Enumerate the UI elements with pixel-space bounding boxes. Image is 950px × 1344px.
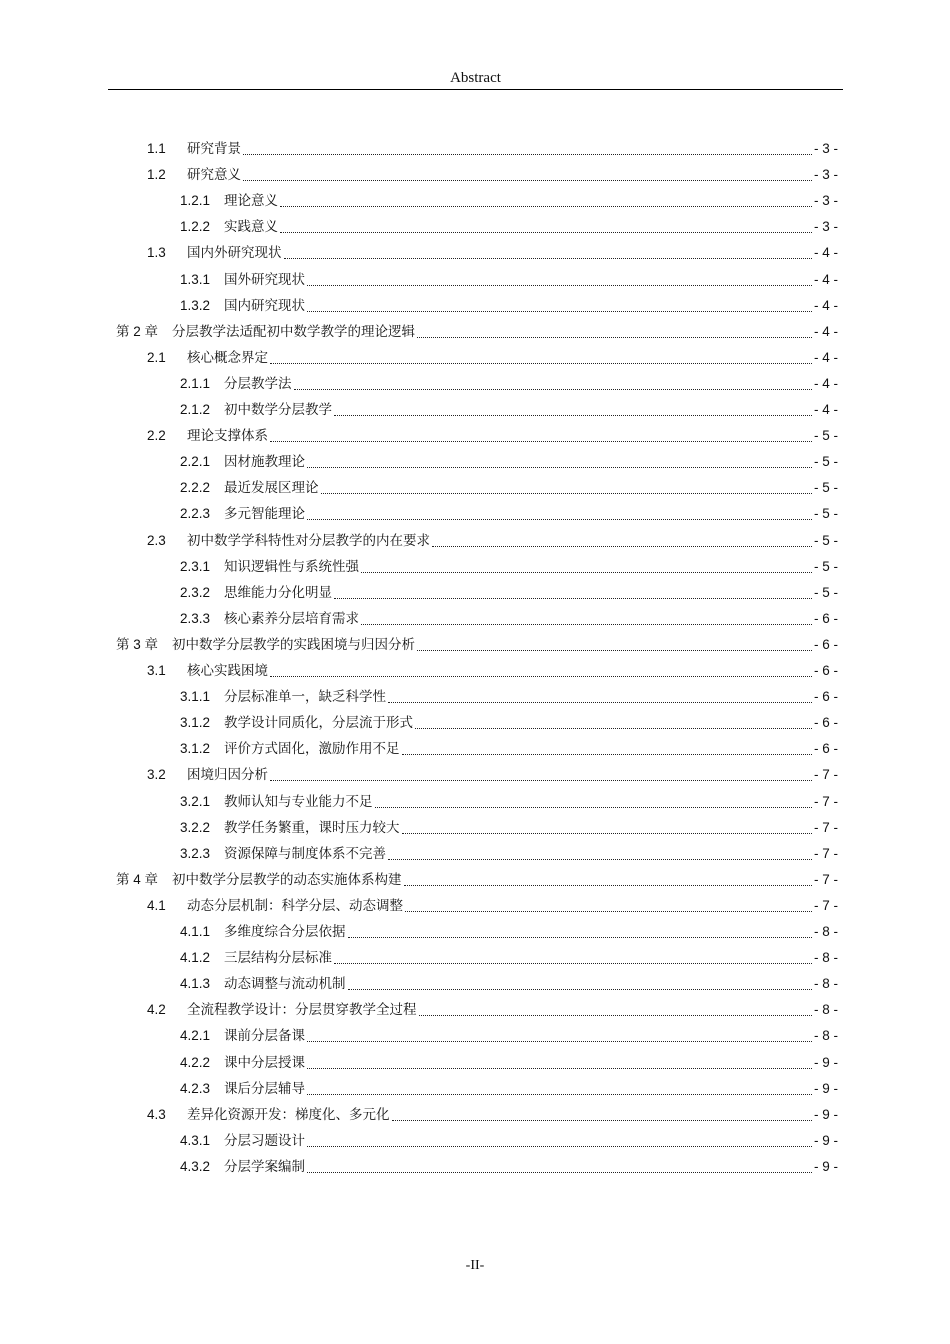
toc-entry-title: 分层标准单一，缺乏科学性 xyxy=(224,689,386,706)
toc-entry-number: 4.2.1 xyxy=(180,1028,211,1044)
toc-entry-page: - 4 - xyxy=(813,271,838,287)
toc-entry[interactable] xyxy=(180,684,838,710)
toc-dot-leader xyxy=(280,188,812,214)
toc-entry-title: 初中数学分层教学的实践困境与归因分析 xyxy=(172,636,415,653)
toc-entry[interactable] xyxy=(180,606,838,632)
toc-entry-number: 1.2 xyxy=(147,167,166,183)
toc-dot-leader xyxy=(243,162,812,188)
toc-entry-page: - 5 - xyxy=(813,532,838,548)
toc-entry-number: 1.2.2 xyxy=(180,219,211,235)
toc-entry-number: 第 2 章 xyxy=(116,323,159,339)
toc-entry[interactable] xyxy=(147,240,838,266)
toc-entry[interactable] xyxy=(147,893,838,919)
toc-entry-title: 思维能力分化明显 xyxy=(224,584,332,601)
toc-entry-page: - 9 - xyxy=(813,1158,838,1174)
toc-entry-number: 3.1.2 xyxy=(180,741,211,757)
toc-entry-page: - 6 - xyxy=(813,636,838,652)
toc-entry-number: 3.1.2 xyxy=(180,715,211,731)
toc-entry[interactable] xyxy=(180,971,838,997)
toc-entry[interactable] xyxy=(180,371,838,397)
toc-entry-number: 2.1.2 xyxy=(180,402,211,417)
toc-entry-page: - 8 - xyxy=(813,1002,838,1018)
toc-entry-number: 2.3.1 xyxy=(180,558,211,574)
toc-entry-title: 教学设计同质化，分层流于形式 xyxy=(224,715,413,732)
toc-entry-number: 2.2.1 xyxy=(180,454,211,470)
toc-entry[interactable] xyxy=(147,162,838,188)
toc-entry-page: - 7 - xyxy=(813,819,838,835)
toc-entry-title: 研究背景 xyxy=(187,141,241,157)
toc-entry-number: 2.1 xyxy=(147,349,166,365)
toc-dot-leader xyxy=(432,528,812,554)
toc-entry[interactable] xyxy=(180,1023,838,1049)
toc-entry-page: - 6 - xyxy=(813,741,838,757)
toc-dot-leader xyxy=(321,475,812,501)
toc-entry[interactable] xyxy=(180,397,838,423)
toc-entry-page: - 3 - xyxy=(813,167,838,183)
toc-entry-number: 4.1.3 xyxy=(180,976,211,992)
toc-entry[interactable] xyxy=(147,423,838,449)
toc-entry-page: - 5 - xyxy=(813,428,838,444)
toc-dot-leader xyxy=(270,658,812,684)
toc-entry-title: 因材施教理论 xyxy=(224,454,305,471)
toc-entry-title: 三层结构分层标准 xyxy=(224,950,332,967)
toc-entry-page: - 9 - xyxy=(813,1132,838,1148)
toc-entry-number: 3.2.3 xyxy=(180,845,211,861)
toc-entry[interactable] xyxy=(180,919,838,945)
toc-dot-leader xyxy=(361,606,812,632)
toc-entry[interactable] xyxy=(147,345,838,371)
toc-dot-leader xyxy=(348,919,812,945)
toc-entry[interactable] xyxy=(180,945,838,971)
toc-entry-page: - 7 - xyxy=(813,871,838,887)
toc-dot-leader xyxy=(419,997,812,1023)
toc-entry[interactable] xyxy=(180,214,838,240)
toc-entry-number: 2.1.1 xyxy=(180,375,211,391)
toc-entry-page: - 4 - xyxy=(813,323,838,339)
toc-entry-page: - 7 - xyxy=(813,793,838,809)
toc-entry-number: 4.1 xyxy=(147,897,166,913)
toc-dot-leader xyxy=(307,1023,812,1049)
toc-entry-number: 1.1 xyxy=(147,141,166,156)
toc-dot-leader xyxy=(402,815,812,841)
toc-dot-leader xyxy=(307,1076,812,1102)
toc-dot-leader xyxy=(307,1050,812,1076)
toc-dot-leader xyxy=(415,710,812,736)
toc-dot-leader xyxy=(334,397,812,423)
header-divider xyxy=(108,89,843,90)
toc-dot-leader xyxy=(388,684,812,710)
toc-entry[interactable] xyxy=(180,789,838,815)
toc-entry-number: 1.2.1 xyxy=(180,193,211,209)
toc-entry-page: - 5 - xyxy=(813,454,838,470)
toc-entry-title: 动态分层机制：科学分层、动态调整 xyxy=(187,897,403,914)
toc-entry[interactable] xyxy=(180,449,838,475)
toc-entry[interactable] xyxy=(180,580,838,606)
toc-dot-leader xyxy=(348,971,812,997)
toc-dot-leader xyxy=(307,1128,812,1154)
toc-dot-leader xyxy=(270,423,812,449)
toc-entry[interactable] xyxy=(180,710,838,736)
toc-dot-leader xyxy=(417,319,812,345)
toc-entry-title: 研究意义 xyxy=(187,167,241,184)
toc-entry-title: 课中分层授课 xyxy=(224,1054,305,1071)
toc-entry-number: 4.3.1 xyxy=(180,1132,211,1148)
toc-entry-title: 国外研究现状 xyxy=(224,271,305,288)
toc-entry-title: 初中数学学科特性对分层教学的内在要求 xyxy=(187,532,430,549)
toc-dot-leader xyxy=(334,580,812,606)
toc-dot-leader xyxy=(404,867,812,893)
toc-dot-leader xyxy=(392,1102,812,1128)
toc-entry-number: 1.3.2 xyxy=(180,297,211,313)
toc-dot-leader xyxy=(270,762,812,788)
toc-entry[interactable] xyxy=(180,554,838,580)
toc-entry-title: 理论意义 xyxy=(224,193,278,210)
toc-entry-number: 3.2.2 xyxy=(180,819,211,835)
toc-entry-title: 动态调整与流动机制 xyxy=(224,976,346,993)
toc-entry-title: 初中数学分层教学的动态实施体系构建 xyxy=(172,871,402,888)
toc-dot-leader xyxy=(307,267,812,293)
toc-entry-page: - 9 - xyxy=(813,1106,838,1122)
toc-entry-title: 评价方式固化，激励作用不足 xyxy=(224,741,400,758)
toc-entry-number: 3.1 xyxy=(147,663,166,678)
toc-dot-leader xyxy=(307,293,812,319)
toc-entry[interactable] xyxy=(147,762,838,788)
toc-dot-leader xyxy=(307,501,812,527)
toc-entry[interactable] xyxy=(180,188,838,214)
toc-entry-number: 2.3.3 xyxy=(180,610,211,626)
toc-entry[interactable] xyxy=(180,267,838,293)
toc-entry-title: 实践意义 xyxy=(224,219,278,236)
toc-entry-page: - 5 - xyxy=(813,506,838,522)
toc-entry[interactable] xyxy=(180,501,838,527)
toc-dot-leader xyxy=(294,371,812,397)
toc-entry-title: 课前分层备课 xyxy=(224,1028,305,1045)
toc-entry-title: 分层学案编制 xyxy=(224,1158,305,1175)
toc-entry-page: - 9 - xyxy=(813,1054,838,1070)
toc-entry-title: 课后分层辅导 xyxy=(224,1080,305,1097)
toc-entry-page: - 5 - xyxy=(813,480,838,496)
toc-entry-number: 2.3.2 xyxy=(180,584,211,600)
toc-entry-title: 分层习题设计 xyxy=(224,1132,305,1149)
toc-entry-number: 1.3.1 xyxy=(180,271,211,287)
toc-dot-leader xyxy=(388,841,812,867)
toc-entry-page: - 7 - xyxy=(813,897,838,913)
toc-entry-page: - 5 - xyxy=(813,558,838,574)
toc-entry-title: 分层教学法适配初中数学教学的理论逻辑 xyxy=(172,323,415,340)
toc-dot-leader xyxy=(284,240,812,266)
toc-entry-number: 第 4 章 xyxy=(116,871,159,887)
toc-entry-number: 2.2 xyxy=(147,428,166,444)
toc-entry-title: 全流程教学设计：分层贯穿教学全过程 xyxy=(187,1002,417,1019)
toc-entry-number: 4.1.1 xyxy=(180,924,211,939)
toc-dot-leader xyxy=(402,736,812,762)
toc-entry-number: 4.3 xyxy=(147,1106,166,1122)
toc-entry-title: 核心素养分层培育需求 xyxy=(224,610,359,627)
toc-entry-page: - 3 - xyxy=(813,193,838,209)
toc-dot-leader xyxy=(361,554,812,580)
toc-entry-number: 2.3 xyxy=(147,532,166,548)
toc-entry-page: - 4 - xyxy=(813,375,838,391)
toc-entry-number: 3.2.1 xyxy=(180,793,211,809)
toc-entry-title: 国内研究现状 xyxy=(224,297,305,314)
toc-entry-number: 4.1.2 xyxy=(180,950,211,966)
toc-entry[interactable] xyxy=(147,136,838,162)
toc-entry-title: 国内外研究现状 xyxy=(187,245,282,262)
toc-entry-page: - 5 - xyxy=(813,584,838,600)
toc-entry-page: - 3 - xyxy=(813,141,838,156)
page-header: Abstract xyxy=(450,70,501,86)
toc-entry-page: - 7 - xyxy=(813,845,838,861)
toc-entry[interactable] xyxy=(147,997,838,1023)
toc-entry[interactable] xyxy=(180,293,838,319)
toc-entry-title: 初中数学分层教学 xyxy=(224,402,332,418)
toc-dot-leader xyxy=(417,632,812,658)
toc-entry-title: 资源保障与制度体系不完善 xyxy=(224,845,386,862)
toc-entry-number: 2.2.3 xyxy=(180,506,211,522)
toc-entry-title: 教学任务繁重，课时压力较大 xyxy=(224,819,400,836)
toc-entry-page: - 7 - xyxy=(813,767,838,783)
toc-entry[interactable] xyxy=(147,528,838,554)
toc-entry[interactable] xyxy=(180,815,838,841)
toc-dot-leader xyxy=(405,893,812,919)
toc-entry[interactable] xyxy=(116,632,838,658)
toc-entry-number: 4.2.3 xyxy=(180,1080,211,1096)
toc-entry[interactable] xyxy=(116,867,838,893)
toc-entry-page: - 8 - xyxy=(813,976,838,992)
toc-entry-page: - 4 - xyxy=(813,349,838,365)
toc-entry-page: - 4 - xyxy=(813,402,838,417)
toc-entry-page: - 8 - xyxy=(813,950,838,966)
toc-entry[interactable] xyxy=(180,1154,838,1180)
toc-entry[interactable] xyxy=(180,1128,838,1154)
toc-entry[interactable] xyxy=(180,1050,838,1076)
toc-entry-number: 3.2 xyxy=(147,767,166,783)
toc-entry-page: - 4 - xyxy=(813,297,838,313)
toc-entry-page: - 4 - xyxy=(813,245,838,261)
toc-entry-number: 2.2.2 xyxy=(180,480,211,496)
toc-entry-title: 理论支撑体系 xyxy=(187,428,268,445)
toc-entry[interactable] xyxy=(180,841,838,867)
toc-entry-title: 分层教学法 xyxy=(224,375,292,392)
toc-entry-title: 困境归因分析 xyxy=(187,767,268,784)
toc-entry[interactable] xyxy=(147,658,838,684)
toc-entry-title: 差异化资源开发：梯度化、多元化 xyxy=(187,1106,390,1123)
toc-dot-leader xyxy=(307,1154,812,1180)
toc-entry[interactable] xyxy=(180,736,838,762)
toc-entry-number: 4.2 xyxy=(147,1002,166,1018)
toc-entry-number: 第 3 章 xyxy=(116,636,159,652)
toc-entry-title: 多维度综合分层依据 xyxy=(224,924,346,940)
toc-entry-number: 1.3 xyxy=(147,245,166,261)
toc-entry-title: 最近发展区理论 xyxy=(224,480,319,497)
toc-entry[interactable] xyxy=(180,1076,838,1102)
toc-dot-leader xyxy=(307,449,812,475)
toc-entry-page: - 8 - xyxy=(813,924,838,939)
toc-entry-number: 4.3.2 xyxy=(180,1158,211,1174)
toc-entry[interactable] xyxy=(116,319,838,345)
toc-dot-leader xyxy=(375,789,812,815)
toc-entry-page: - 6 - xyxy=(813,689,838,705)
toc-entry-number: 3.1.1 xyxy=(180,689,211,705)
toc-entry-page: - 6 - xyxy=(813,663,838,678)
toc-entry-page: - 8 - xyxy=(813,1028,838,1044)
toc-entry-page: - 9 - xyxy=(813,1080,838,1096)
page-number: -II- xyxy=(465,1258,485,1273)
toc-entry-number: 4.2.2 xyxy=(180,1054,211,1070)
toc-dot-leader xyxy=(243,136,812,162)
toc-entry-title: 多元智能理论 xyxy=(224,506,305,523)
toc-entry-title: 教师认知与专业能力不足 xyxy=(224,793,373,810)
toc-entry-title: 知识逻辑性与系统性强 xyxy=(224,558,359,575)
toc-entry[interactable] xyxy=(180,475,838,501)
toc-entry-page: - 6 - xyxy=(813,610,838,626)
toc-entry-title: 核心实践困境 xyxy=(187,663,268,679)
toc-entry-page: - 3 - xyxy=(813,219,838,235)
toc-dot-leader xyxy=(334,945,812,971)
toc-dot-leader xyxy=(270,345,812,371)
toc-entry-title: 核心概念界定 xyxy=(187,349,268,366)
toc-entry-page: - 6 - xyxy=(813,715,838,731)
toc-entry[interactable] xyxy=(147,1102,838,1128)
toc-dot-leader xyxy=(280,214,812,240)
